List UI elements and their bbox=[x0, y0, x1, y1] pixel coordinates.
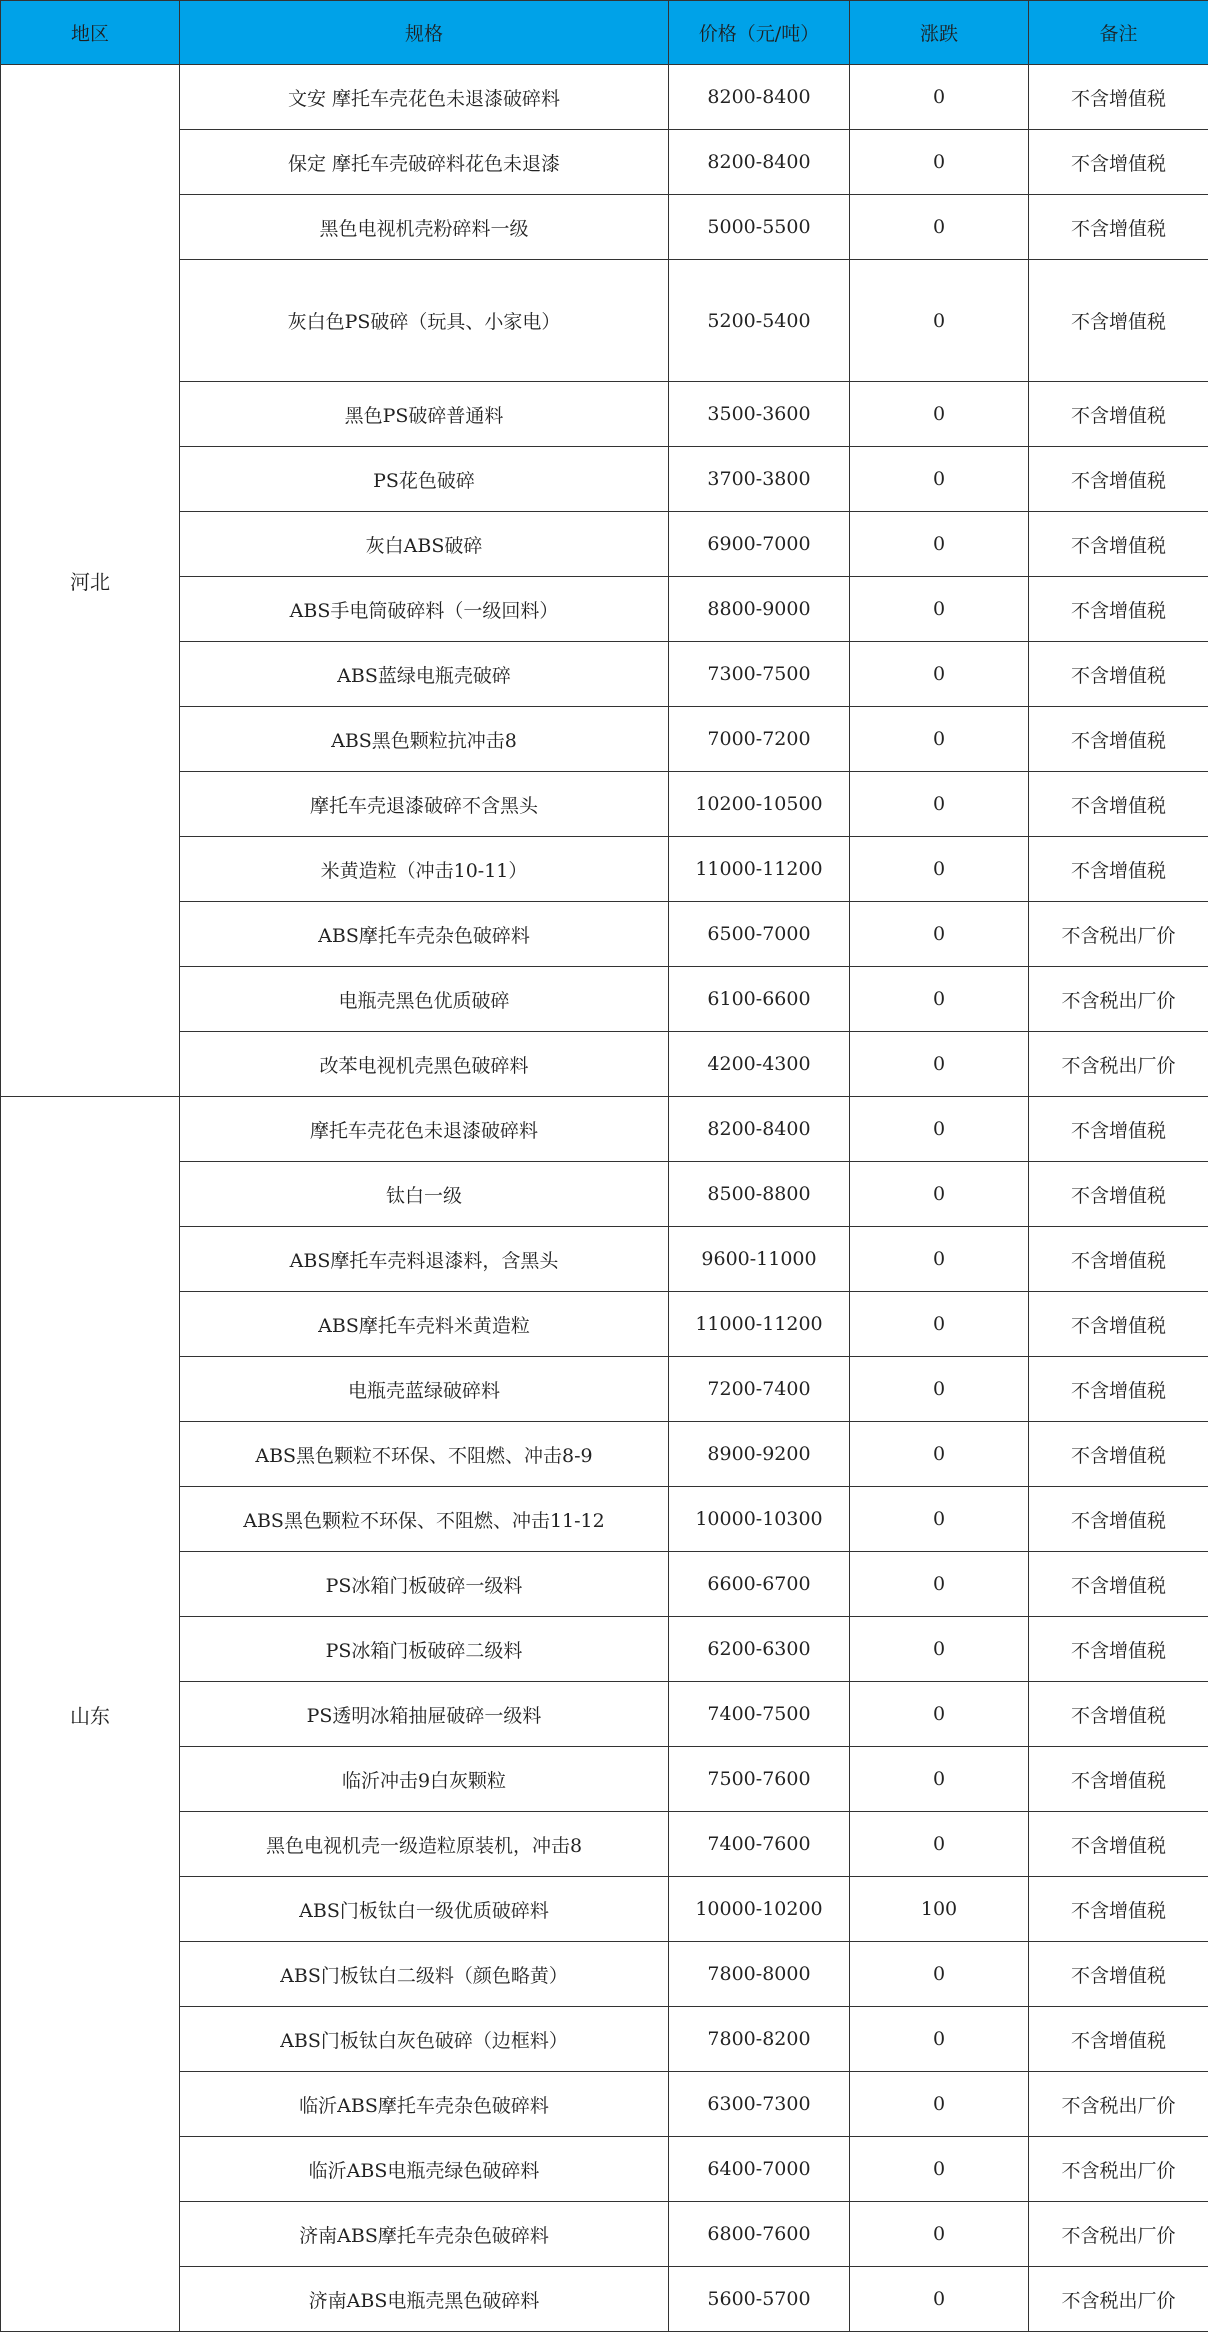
table-row bbox=[1, 65, 1208, 130]
note-cell: 不含增值税 bbox=[1029, 1747, 1208, 1812]
note-cell: 不含增值税 bbox=[1029, 1357, 1208, 1422]
change-cell: 0 bbox=[850, 1942, 1029, 2007]
table-row bbox=[1, 1682, 1208, 1747]
region-cell: 山东 bbox=[1, 1097, 180, 2332]
spec-cell: PS冰箱门板破碎一级料 bbox=[180, 1552, 669, 1617]
note-cell: 不含增值税 bbox=[1029, 1227, 1208, 1292]
region-cell: 河北 bbox=[1, 65, 180, 1097]
note-cell: 不含增值税 bbox=[1029, 1812, 1208, 1877]
price-cell: 11000-11200 bbox=[669, 837, 850, 902]
change-cell: 0 bbox=[850, 837, 1029, 902]
change-cell: 0 bbox=[850, 967, 1029, 1032]
change-cell: 0 bbox=[850, 1747, 1029, 1812]
note-cell: 不含税出厂价 bbox=[1029, 2202, 1208, 2267]
table-row bbox=[1, 1942, 1208, 2007]
change-cell: 0 bbox=[850, 902, 1029, 967]
change-cell: 0 bbox=[850, 65, 1029, 130]
spec-cell: 改苯电视机壳黑色破碎料 bbox=[180, 1032, 669, 1097]
table-row bbox=[1, 1227, 1208, 1292]
spec-cell: 临沂ABS摩托车壳杂色破碎料 bbox=[180, 2072, 669, 2137]
change-cell: 0 bbox=[850, 1097, 1029, 1162]
table-row bbox=[1, 130, 1208, 195]
note-cell: 不含增值税 bbox=[1029, 512, 1208, 577]
price-cell: 7300-7500 bbox=[669, 642, 850, 707]
note-cell: 不含税出厂价 bbox=[1029, 2267, 1208, 2332]
price-cell: 3500-3600 bbox=[669, 382, 850, 447]
note-cell: 不含增值税 bbox=[1029, 707, 1208, 772]
table-row bbox=[1, 1812, 1208, 1877]
table-row bbox=[1, 1292, 1208, 1357]
change-cell: 0 bbox=[850, 2202, 1029, 2267]
change-cell: 0 bbox=[850, 1487, 1029, 1552]
spec-cell: 黑色电视机壳一级造粒原装机，冲击8 bbox=[180, 1812, 669, 1877]
header-change: 涨跌 bbox=[850, 1, 1029, 65]
spec-cell: 电瓶壳蓝绿破碎料 bbox=[180, 1357, 669, 1422]
note-cell: 不含增值税 bbox=[1029, 1617, 1208, 1682]
spec-cell: PS冰箱门板破碎二级料 bbox=[180, 1617, 669, 1682]
note-cell: 不含增值税 bbox=[1029, 65, 1208, 130]
note-cell: 不含增值税 bbox=[1029, 2007, 1208, 2072]
note-cell: 不含增值税 bbox=[1029, 1292, 1208, 1357]
price-cell: 6800-7600 bbox=[669, 2202, 850, 2267]
change-cell: 0 bbox=[850, 1812, 1029, 1877]
table-row bbox=[1, 1617, 1208, 1682]
note-cell: 不含增值税 bbox=[1029, 1162, 1208, 1227]
table-header bbox=[1, 1, 1208, 65]
table-row bbox=[1, 447, 1208, 512]
change-cell: 0 bbox=[850, 382, 1029, 447]
change-cell: 0 bbox=[850, 1032, 1029, 1097]
change-cell: 0 bbox=[850, 1552, 1029, 1617]
price-cell: 6100-6600 bbox=[669, 967, 850, 1032]
change-cell: 0 bbox=[850, 1227, 1029, 1292]
change-cell: 0 bbox=[850, 447, 1029, 512]
price-cell: 8200-8400 bbox=[669, 65, 850, 130]
change-cell: 0 bbox=[850, 260, 1029, 382]
price-cell: 10000-10300 bbox=[669, 1487, 850, 1552]
spec-cell: 济南ABS电瓶壳黑色破碎料 bbox=[180, 2267, 669, 2332]
change-cell: 100 bbox=[850, 1877, 1029, 1942]
price-cell: 9600-11000 bbox=[669, 1227, 850, 1292]
spec-cell: ABS摩托车壳料退漆料，含黑头 bbox=[180, 1227, 669, 1292]
price-cell: 4200-4300 bbox=[669, 1032, 850, 1097]
header-row bbox=[1, 1, 1208, 65]
change-cell: 0 bbox=[850, 1292, 1029, 1357]
header-spec: 规格 bbox=[180, 1, 669, 65]
spec-cell: 摩托车壳花色未退漆破碎料 bbox=[180, 1097, 669, 1162]
change-cell: 0 bbox=[850, 1422, 1029, 1487]
spec-cell: ABS门板钛白一级优质破碎料 bbox=[180, 1877, 669, 1942]
spec-cell: 电瓶壳黑色优质破碎 bbox=[180, 967, 669, 1032]
spec-cell: ABS门板钛白二级料（颜色略黄） bbox=[180, 1942, 669, 2007]
change-cell: 0 bbox=[850, 2137, 1029, 2202]
note-cell: 不含增值税 bbox=[1029, 642, 1208, 707]
spec-cell: 临沂ABS电瓶壳绿色破碎料 bbox=[180, 2137, 669, 2202]
spec-cell: 灰白色PS破碎（玩具、小家电） bbox=[180, 260, 669, 382]
price-cell: 6500-7000 bbox=[669, 902, 850, 967]
table-row bbox=[1, 1097, 1208, 1162]
note-cell: 不含税出厂价 bbox=[1029, 967, 1208, 1032]
change-cell: 0 bbox=[850, 195, 1029, 260]
change-cell: 0 bbox=[850, 2007, 1029, 2072]
table-row bbox=[1, 2137, 1208, 2202]
note-cell: 不含税出厂价 bbox=[1029, 1032, 1208, 1097]
table-row bbox=[1, 260, 1208, 382]
note-cell: 不含增值税 bbox=[1029, 1552, 1208, 1617]
spec-cell: ABS黑色颗粒抗冲击8 bbox=[180, 707, 669, 772]
note-cell: 不含增值税 bbox=[1029, 837, 1208, 902]
price-cell: 8200-8400 bbox=[669, 1097, 850, 1162]
spec-cell: ABS门板钛白灰色破碎（边框料） bbox=[180, 2007, 669, 2072]
table-body bbox=[1, 65, 1208, 2332]
spec-cell: PS透明冰箱抽屉破碎一级料 bbox=[180, 1682, 669, 1747]
price-cell: 7800-8200 bbox=[669, 2007, 850, 2072]
note-cell: 不含税出厂价 bbox=[1029, 902, 1208, 967]
price-cell: 11000-11200 bbox=[669, 1292, 850, 1357]
change-cell: 0 bbox=[850, 1162, 1029, 1227]
spec-cell: PS花色破碎 bbox=[180, 447, 669, 512]
note-cell: 不含增值税 bbox=[1029, 772, 1208, 837]
note-cell: 不含税出厂价 bbox=[1029, 2137, 1208, 2202]
price-cell: 6400-7000 bbox=[669, 2137, 850, 2202]
price-cell: 8900-9200 bbox=[669, 1422, 850, 1487]
note-cell: 不含增值税 bbox=[1029, 1487, 1208, 1552]
header-price: 价格（元/吨） bbox=[669, 1, 850, 65]
spec-cell: ABS手电筒破碎料（一级回料） bbox=[180, 577, 669, 642]
price-cell: 8200-8400 bbox=[669, 130, 850, 195]
price-cell: 10000-10200 bbox=[669, 1877, 850, 1942]
note-cell: 不含增值税 bbox=[1029, 1097, 1208, 1162]
change-cell: 0 bbox=[850, 707, 1029, 772]
spec-cell: 灰白ABS破碎 bbox=[180, 512, 669, 577]
table-row bbox=[1, 902, 1208, 967]
spec-cell: ABS蓝绿电瓶壳破碎 bbox=[180, 642, 669, 707]
change-cell: 0 bbox=[850, 512, 1029, 577]
price-cell: 7800-8000 bbox=[669, 1942, 850, 2007]
header-note: 备注 bbox=[1029, 1, 1208, 65]
change-cell: 0 bbox=[850, 1357, 1029, 1422]
change-cell: 0 bbox=[850, 577, 1029, 642]
note-cell: 不含增值税 bbox=[1029, 447, 1208, 512]
note-cell: 不含增值税 bbox=[1029, 382, 1208, 447]
table-row bbox=[1, 1162, 1208, 1227]
table-row bbox=[1, 2267, 1208, 2332]
price-cell: 7400-7600 bbox=[669, 1812, 850, 1877]
spec-cell: ABS摩托车壳料米黄造粒 bbox=[180, 1292, 669, 1357]
note-cell: 不含增值税 bbox=[1029, 1942, 1208, 2007]
spec-cell: 保定 摩托车壳破碎料花色未退漆 bbox=[180, 130, 669, 195]
price-cell: 6300-7300 bbox=[669, 2072, 850, 2137]
spec-cell: 黑色PS破碎普通料 bbox=[180, 382, 669, 447]
price-cell: 7000-7200 bbox=[669, 707, 850, 772]
note-cell: 不含税出厂价 bbox=[1029, 2072, 1208, 2137]
table-row bbox=[1, 837, 1208, 902]
change-cell: 0 bbox=[850, 1617, 1029, 1682]
spec-cell: ABS黑色颗粒不环保、不阻燃、冲击8-9 bbox=[180, 1422, 669, 1487]
spec-cell: 摩托车壳退漆破碎不含黑头 bbox=[180, 772, 669, 837]
header-region: 地区 bbox=[1, 1, 180, 65]
table-row bbox=[1, 1877, 1208, 1942]
change-cell: 0 bbox=[850, 2072, 1029, 2137]
note-cell: 不含增值税 bbox=[1029, 1422, 1208, 1487]
table-row bbox=[1, 1422, 1208, 1487]
spec-cell: 济南ABS摩托车壳杂色破碎料 bbox=[180, 2202, 669, 2267]
table-row bbox=[1, 195, 1208, 260]
price-cell: 7400-7500 bbox=[669, 1682, 850, 1747]
table-row bbox=[1, 382, 1208, 447]
note-cell: 不含增值税 bbox=[1029, 577, 1208, 642]
note-cell: 不含增值税 bbox=[1029, 130, 1208, 195]
change-cell: 0 bbox=[850, 2267, 1029, 2332]
price-cell: 6200-6300 bbox=[669, 1617, 850, 1682]
price-cell: 7200-7400 bbox=[669, 1357, 850, 1422]
spec-cell: 临沂冲击9白灰颗粒 bbox=[180, 1747, 669, 1812]
spec-cell: 文安 摩托车壳花色未退漆破碎料 bbox=[180, 65, 669, 130]
price-cell: 5200-5400 bbox=[669, 260, 850, 382]
table-row bbox=[1, 642, 1208, 707]
table-row bbox=[1, 2202, 1208, 2267]
table-row bbox=[1, 2072, 1208, 2137]
change-cell: 0 bbox=[850, 772, 1029, 837]
spec-cell: 钛白一级 bbox=[180, 1162, 669, 1227]
note-cell: 不含增值税 bbox=[1029, 1877, 1208, 1942]
table-row bbox=[1, 772, 1208, 837]
price-cell: 10200-10500 bbox=[669, 772, 850, 837]
table-row bbox=[1, 707, 1208, 772]
table-row bbox=[1, 1747, 1208, 1812]
table-row bbox=[1, 1487, 1208, 1552]
table-row bbox=[1, 1552, 1208, 1617]
price-cell: 3700-3800 bbox=[669, 447, 850, 512]
spec-cell: ABS摩托车壳杂色破碎料 bbox=[180, 902, 669, 967]
spec-cell: ABS黑色颗粒不环保、不阻燃、冲击11-12 bbox=[180, 1487, 669, 1552]
price-cell: 8800-9000 bbox=[669, 577, 850, 642]
price-cell: 5000-5500 bbox=[669, 195, 850, 260]
price-cell: 7500-7600 bbox=[669, 1747, 850, 1812]
change-cell: 0 bbox=[850, 130, 1029, 195]
spec-cell: 黑色电视机壳粉碎料一级 bbox=[180, 195, 669, 260]
note-cell: 不含增值税 bbox=[1029, 260, 1208, 382]
change-cell: 0 bbox=[850, 642, 1029, 707]
note-cell: 不含增值税 bbox=[1029, 195, 1208, 260]
table-row bbox=[1, 967, 1208, 1032]
price-cell: 6600-6700 bbox=[669, 1552, 850, 1617]
spec-cell: 米黄造粒（冲击10-11） bbox=[180, 837, 669, 902]
change-cell: 0 bbox=[850, 1682, 1029, 1747]
price-cell: 8500-8800 bbox=[669, 1162, 850, 1227]
table-row bbox=[1, 2007, 1208, 2072]
table-row bbox=[1, 512, 1208, 577]
table-row bbox=[1, 1032, 1208, 1097]
note-cell: 不含增值税 bbox=[1029, 1682, 1208, 1747]
table-row bbox=[1, 1357, 1208, 1422]
price-cell: 6900-7000 bbox=[669, 512, 850, 577]
price-cell: 5600-5700 bbox=[669, 2267, 850, 2332]
table-row bbox=[1, 577, 1208, 642]
